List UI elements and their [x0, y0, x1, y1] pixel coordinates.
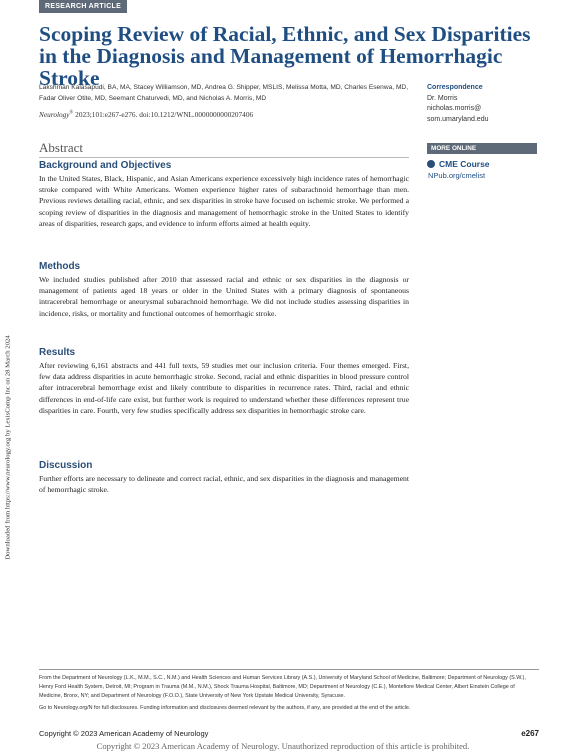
journal-name: Neurology [39, 110, 70, 119]
citation-line [39, 110, 409, 119]
page-number: e267 [521, 729, 539, 738]
article-title: Scoping Review of Racial, Ethnic, and Sex Disparities in the Diagnosis and Management of Hemorrhagic Stroke [39, 22, 531, 90]
section-text: In the United States, Black, Hispanic, and Asian Americans experience excessively high incidence rates of hemorrhagic stroke compared with White Americans. Women experience higher rates of subarachnoid hemorrhage than men. Previous reviews detailing racial, ethnic, and sex disparities in stroke have focused on ischemic stroke. We performed a scoping review of disparities in the diagnosis and management of hemorrhagic stroke in the United States to identify areas of disparities, research gaps, and evidence to inform efforts aimed at health equity. [39, 174, 409, 228]
more-online-bar: MORE ONLINE [427, 143, 537, 154]
article-type-badge: RESEARCH ARTICLE [39, 0, 127, 13]
section-heading: Discussion [39, 460, 93, 471]
section-text: Further efforts are necessary to delineate and correct racial, ethnic, and sex disparities in the diagnosis and management of hemorrhagic stroke. [39, 474, 409, 495]
author-list: Lakshman Kalasapudi, BA, MA, Stacey Williamson, MD, Andrea G. Shipper, MSLIS, Melissa Motta, MD, Charles Esenwa, MD, Fadar Oliver Otite, MD, Seemant Chaturvedi, MD, and Nicholas A. Morris, MD [39, 84, 409, 102]
registered-mark: ® [69, 110, 74, 116]
correspondence-email-1[interactable]: nicholas.morris@ [427, 105, 482, 112]
section-results [39, 347, 409, 416]
funding-text: Go to Neurology.org/N for full disclosures. Funding information and disclosures deemed relevant by the authors, if any, are provided at the end of the article. [39, 705, 411, 711]
affiliations-footnote [39, 674, 539, 716]
abstract-divider [39, 157, 409, 158]
download-watermark: Downloaded from https://www.neurology.org by LexisComp Inc on 28 March 2024 [4, 335, 12, 560]
correspondence-box [427, 83, 537, 125]
citation-details: 2023;101:e267-e276. doi:10.1212/WNL.0000000000207406 [73, 110, 254, 119]
correspondence-name: Dr. Morris [427, 94, 458, 102]
section-heading: Methods [39, 261, 81, 272]
section-discussion [39, 460, 409, 495]
affiliations-text: From the Department of Neurology (L.K., M.M., S.C., N.M.) and Health Sciences and Human Services Library (A.S.), University of Maryland School of Medicine, Baltimore; Department of Neurology (S.W.), Henry Ford Health System, Detroit, MI; Program in Trauma (M.M., N.M.), Shock Trauma Hospital, Baltimore, MD; Department of Neurology (C.E.), Montefiore Medical Center, Albert Einstein College of Medicine, Bronx, NY; and Department of Neurology (F.O.O.), State University of New York Upstate Medical University, Syracuse. [39, 675, 526, 699]
section-text: We included studies published after 2010 that assessed racial and ethnic or sex disparities in the diagnosis or management of patients aged 18 years or older in the United States with a primary diagnosis of spontaneous intracerebral hemorrhage or aneurysmal subarachnoid hemorrhage. We did not include studies assessing disparities in incidence, risks, or mortality and functional outcomes of hemorrhagic stroke. [39, 275, 409, 318]
cme-link[interactable]: NPub.org/cmelist [428, 171, 486, 180]
abstract-heading: Abstract [39, 140, 84, 155]
copyright-line: Copyright © 2023 American Academy of Neurology [39, 729, 209, 738]
section-heading: Results [39, 347, 76, 358]
correspondence-label: Correspondence [427, 84, 483, 91]
cme-box [427, 159, 537, 180]
section-background [39, 160, 409, 229]
correspondence-email-2[interactable]: som.umaryland.edu [427, 115, 489, 123]
footnote-divider [39, 669, 539, 670]
section-text: After reviewing 6,161 abstracts and 441 full texts, 59 studies met our inclusion criteria. Four themes emerged. First, few data address disparities in acute hemorrhagic stroke. Second, racial and ethnic disparities in blood pressure control after intracerebral hemorrhage exist and likely contribute to disparities in recurrence rates. Third, racial and ethnic differences in end-of-life care exist, but further work is required to understand whether these differences represent true disparities in care. Fourth, very few studies specifically address sex disparities in hemorrhagic stroke care. [39, 361, 409, 415]
cme-bullet-icon [427, 160, 435, 168]
reproduction-notice: Copyright © 2023 American Academy of Neurology. Unauthorized reproduction of this article is prohibited. [96, 741, 470, 751]
cme-course-label: CME Course [439, 159, 490, 169]
section-heading: Background and Objectives [39, 160, 172, 171]
section-methods [39, 261, 409, 319]
